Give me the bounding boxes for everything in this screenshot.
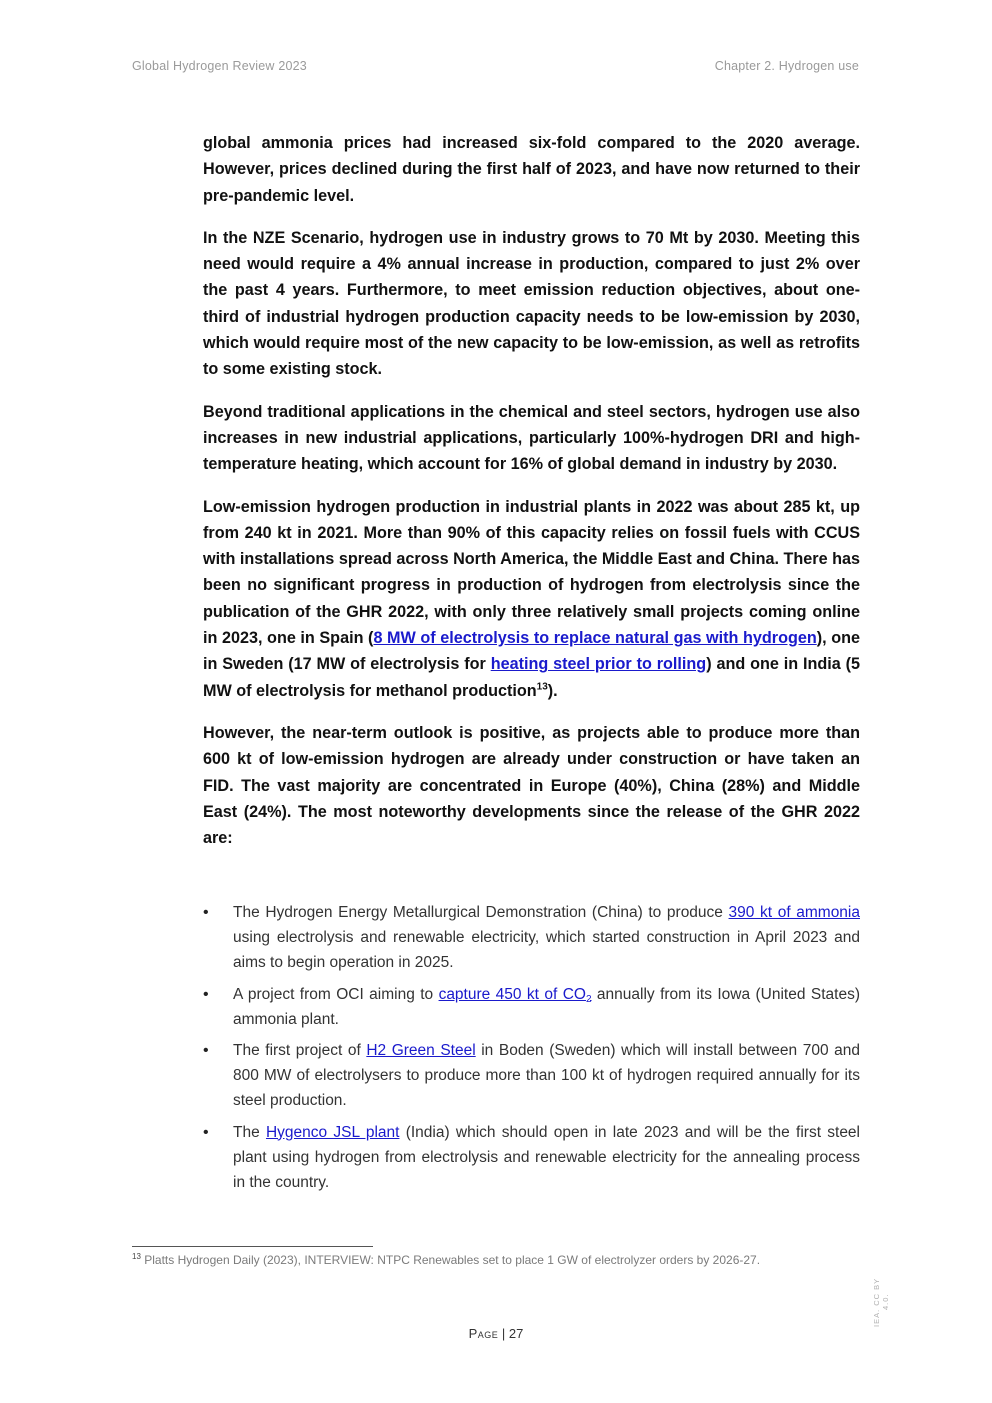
- footnote: [132, 1253, 892, 1267]
- page-number: [0, 1326, 992, 1341]
- list-item-text: The first project of: [233, 1042, 367, 1060]
- link-capture-co2-text: capture 450 kt of CO: [438, 985, 586, 1003]
- link-hygenco-jsl[interactable]: Hygenco JSL plant: [265, 1123, 400, 1141]
- paragraph-5: However, the near-term outlook is positive, as projects able to produce more than 600 kt of low-emission hydrogen are already under construction or have taken an FID. The vast majority are concentrated in Europe (40%), China (28%) and Middle East (24%). The most noteworthy developments since the release of the GHR 2022 are:: [203, 723, 860, 848]
- list-item-text: annually from its Iowa (United States) ammonia plant.: [233, 985, 860, 1028]
- page-number-value: 27: [508, 1326, 524, 1341]
- paragraph-4-text-4: ).: [547, 681, 558, 700]
- footnote-ref-13[interactable]: 13: [536, 681, 548, 693]
- page-label: Page: [468, 1326, 499, 1341]
- list-item: [203, 982, 860, 1032]
- paragraph-2: In the NZE Scenario, hydrogen use in industry grows to 70 Mt by 2030. Meeting this need would require a 4% annual increase in production, compared to just 2% over the past 4 years. Furthermore, to meet emission reduction objectives, about one-third of industrial hydrogen production capacity needs to be low-emission by 2030, which would require most of the new capacity to be low-emission, as well as retrofits to some existing stock.: [203, 228, 860, 379]
- running-header-chapter: Chapter 2. Hydrogen use: [714, 59, 859, 73]
- link-390kt-ammonia[interactable]: 390 kt of ammonia: [728, 904, 860, 921]
- list-item: [203, 900, 860, 976]
- link-capture-co2[interactable]: [439, 986, 592, 1003]
- list-item-text: The Hydrogen Energy Metallurgical Demonstration (China) to produce: [233, 904, 729, 921]
- list-item: [203, 1038, 860, 1114]
- link-h2-green-steel[interactable]: H2 Green Steel: [366, 1042, 476, 1060]
- bullet-icon: •: [203, 904, 209, 921]
- subscript-2: 2: [585, 993, 592, 1005]
- list-item-text: (India) which should open in late 2023 and will be the first steel plant using hydrogen from electrolysis and renewable electricity for the annealing process in the country.: [233, 1123, 860, 1192]
- project-list: [203, 900, 860, 1201]
- body-text: [203, 130, 860, 867]
- paragraph-4-text-1: Low-emission hydrogen production in industrial plants in 2022 was about 285 kt, up from 240 kt in 2021. More than 90% of this capacity relies on fossil fuels with CCUS with installations spread across North America, the Middle East and China. There has been no significant progress in production of hydrogen from electrolysis since the publication of the GHR 2022, with only three relatively small projects coming online in 2023, one in Spain (: [203, 497, 860, 648]
- running-header-title: Global Hydrogen Review 2023: [132, 59, 307, 73]
- paragraph-4: [203, 494, 860, 704]
- link-heating-steel[interactable]: heating steel prior to rolling: [490, 655, 707, 674]
- footnote-number: 13: [132, 1252, 141, 1261]
- paragraph-3: Beyond traditional applications in the chemical and steel sectors, hydrogen use also increases in new industrial applications, particularly 100%-hydrogen DRI and high-temperature heating, which account for 16% of global demand in industry by 2030.: [203, 402, 860, 474]
- list-item-text: in Boden (Sweden) which will install between 700 and 800 MW of electrolysers to produce more than 100 kt of hydrogen required annually for its steel production.: [233, 1042, 860, 1110]
- paragraph-4-text-2: ), one in Sweden (17 MW of electrolysis for: [203, 629, 860, 674]
- bullet-icon: •: [203, 1123, 209, 1141]
- paragraph-4-text-3: ) and one in India (5 MW of electrolysis for methanol production: [203, 655, 860, 700]
- page-separator: |: [498, 1326, 509, 1341]
- link-spain-electrolysis[interactable]: 8 MW of electrolysis to replace natural gas with hydrogen: [373, 629, 817, 648]
- list-item-text: The: [233, 1123, 266, 1141]
- bullet-icon: •: [203, 985, 209, 1003]
- list-item-text: using electrolysis and renewable electricity, which started construction in April 2023 and aims to begin operation in 2025.: [233, 929, 860, 972]
- list-item-text: A project from OCI aiming to: [233, 985, 439, 1003]
- list-item: [203, 1120, 860, 1196]
- paragraph-1: global ammonia prices had increased six-fold compared to the 2020 average. However, prices declined during the first half of 2023, and have now returned to their pre-pandemic level.: [203, 134, 860, 205]
- footnote-divider: [132, 1246, 373, 1247]
- footnote-text: Platts Hydrogen Daily (2023), INTERVIEW: NTPC Renewables set to place 1 GW of electrolyzer orders by 2026-27.: [140, 1253, 761, 1267]
- license-note: IEA. CC BY 4.0.: [872, 1277, 890, 1327]
- bullet-icon: •: [203, 1042, 209, 1060]
